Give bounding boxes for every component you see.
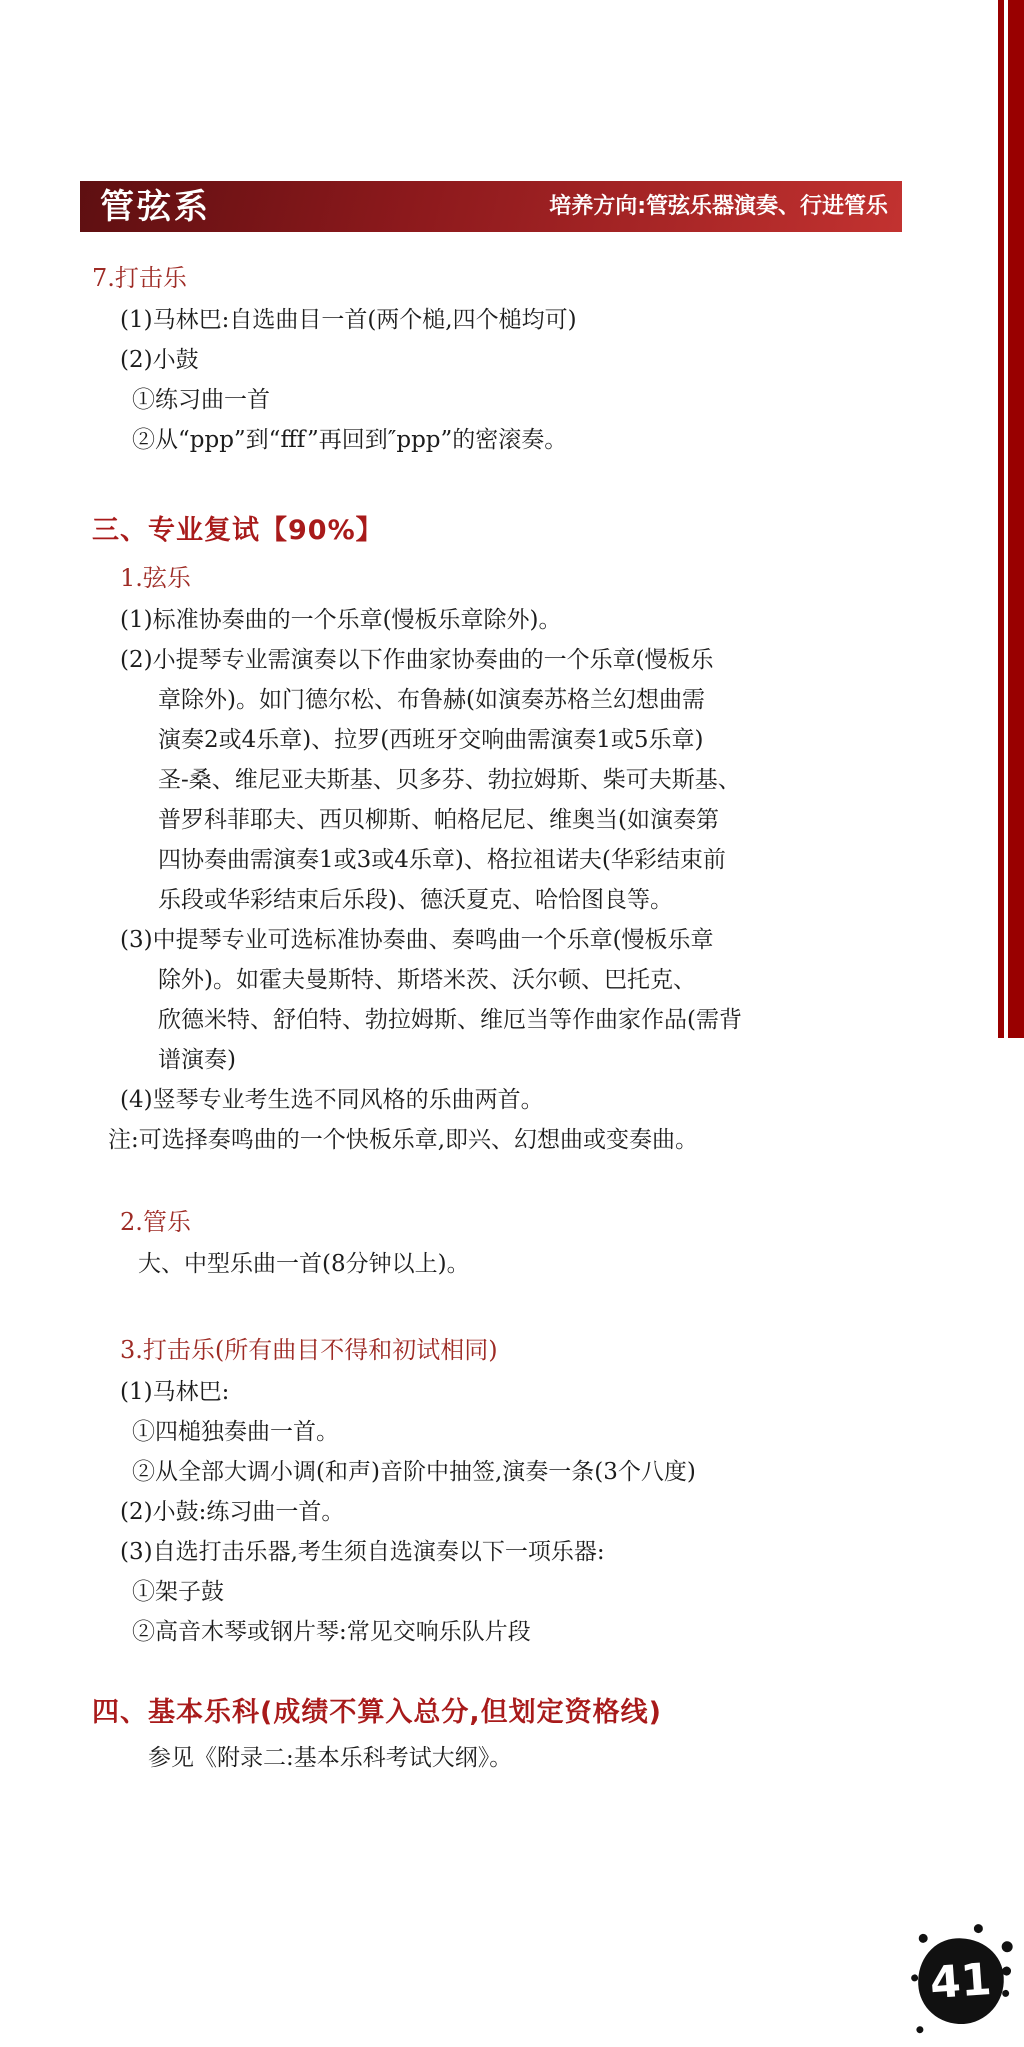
training-direction-subtitle: 培养方向:管弦乐器演奏、行进管乐: [549, 193, 888, 219]
doc-line: ①练习曲一首: [132, 387, 270, 413]
department-title: 管弦系: [100, 186, 211, 227]
right-edge-stripe-wide: [1008, 0, 1024, 1038]
doc-line: 圣-桑、维尼亚夫斯基、贝多芬、勃拉姆斯、柴可夫斯基、: [158, 767, 741, 793]
section-heading-percussion-7: 7.打击乐: [92, 264, 187, 292]
section-heading-strings: 1.弦乐: [120, 564, 191, 592]
doc-line: 乐段或华彩结束后乐段)、德沃夏克、哈恰图良等。: [158, 887, 673, 913]
doc-line: (4)竖琴专业考生选不同风格的乐曲两首。: [120, 1087, 544, 1113]
doc-line: ①架子鼓: [132, 1579, 224, 1605]
doc-line: 欣德米特、舒伯特、勃拉姆斯、维厄当等作曲家作品(需背: [158, 1007, 742, 1033]
section-heading-basic-music: 四、基本乐科(成绩不算入总分,但划定资格线): [92, 1697, 662, 1728]
doc-line: (1)马林巴:自选曲目一首(两个槌,四个槌均可): [120, 307, 577, 333]
page-number-badge: [914, 1934, 1010, 2030]
section-heading-retest: 三、专业复试【90%】: [92, 515, 384, 546]
doc-line: ②从“ppp”到“fff”再回到″ppp”的密滚奏。: [132, 427, 568, 453]
doc-line: ②高音木琴或钢片琴:常见交响乐队片段: [132, 1619, 531, 1645]
doc-line: (2)小鼓: [120, 347, 199, 373]
doc-line: (1)标准协奏曲的一个乐章(慢板乐章除外)。: [120, 607, 562, 633]
doc-line: 大、中型乐曲一首(8分钟以上)。: [138, 1251, 470, 1277]
doc-line: (1)马林巴:: [120, 1379, 230, 1405]
doc-line: (3)自选打击乐器,考生须自选演奏以下一项乐器:: [120, 1539, 605, 1565]
doc-line: 谱演奏): [158, 1047, 236, 1073]
document-body: [80, 256, 940, 1778]
doc-line: (3)中提琴专业可选标准协奏曲、奏鸣曲一个乐章(慢板乐章: [120, 927, 714, 953]
doc-line: 参见《附录二:基本乐科考试大纲》。: [148, 1745, 513, 1771]
section-heading-percussion-retest: 3.打击乐(所有曲目不得和初试相同): [120, 1336, 498, 1364]
section-header-banner: [80, 181, 902, 232]
doc-line: 四协奏曲需演奏1或3或4乐章)、格拉祖诺夫(华彩结束前: [158, 847, 726, 873]
doc-line: 除外)。如霍夫曼斯特、斯塔米茨、沃尔顿、巴托克、: [158, 967, 696, 993]
page-number: 41: [928, 1953, 994, 2009]
doc-line: ①四槌独奏曲一首。: [132, 1419, 339, 1445]
doc-line: (2)小提琴专业需演奏以下作曲家协奏曲的一个乐章(慢板乐: [120, 647, 714, 673]
doc-line: 演奏2或4乐章)、拉罗(西班牙交响曲需演奏1或5乐章): [158, 727, 704, 753]
ink-circle-icon: [912, 1932, 1009, 2029]
doc-line: 章除外)。如门德尔松、布鲁赫(如演奏苏格兰幻想曲需: [158, 687, 705, 713]
section-heading-winds: 2.管乐: [120, 1208, 191, 1236]
doc-line: 普罗科菲耶夫、西贝柳斯、帕格尼尼、维奥当(如演奏第: [158, 807, 719, 833]
right-edge-stripe-thin: [998, 0, 1004, 1038]
doc-line-note: 注:可选择奏鸣曲的一个快板乐章,即兴、幻想曲或变奏曲。: [108, 1127, 699, 1153]
doc-line: ②从全部大调小调(和声)音阶中抽签,演奏一条(3个八度): [132, 1459, 696, 1485]
doc-line: (2)小鼓:练习曲一首。: [120, 1499, 345, 1525]
